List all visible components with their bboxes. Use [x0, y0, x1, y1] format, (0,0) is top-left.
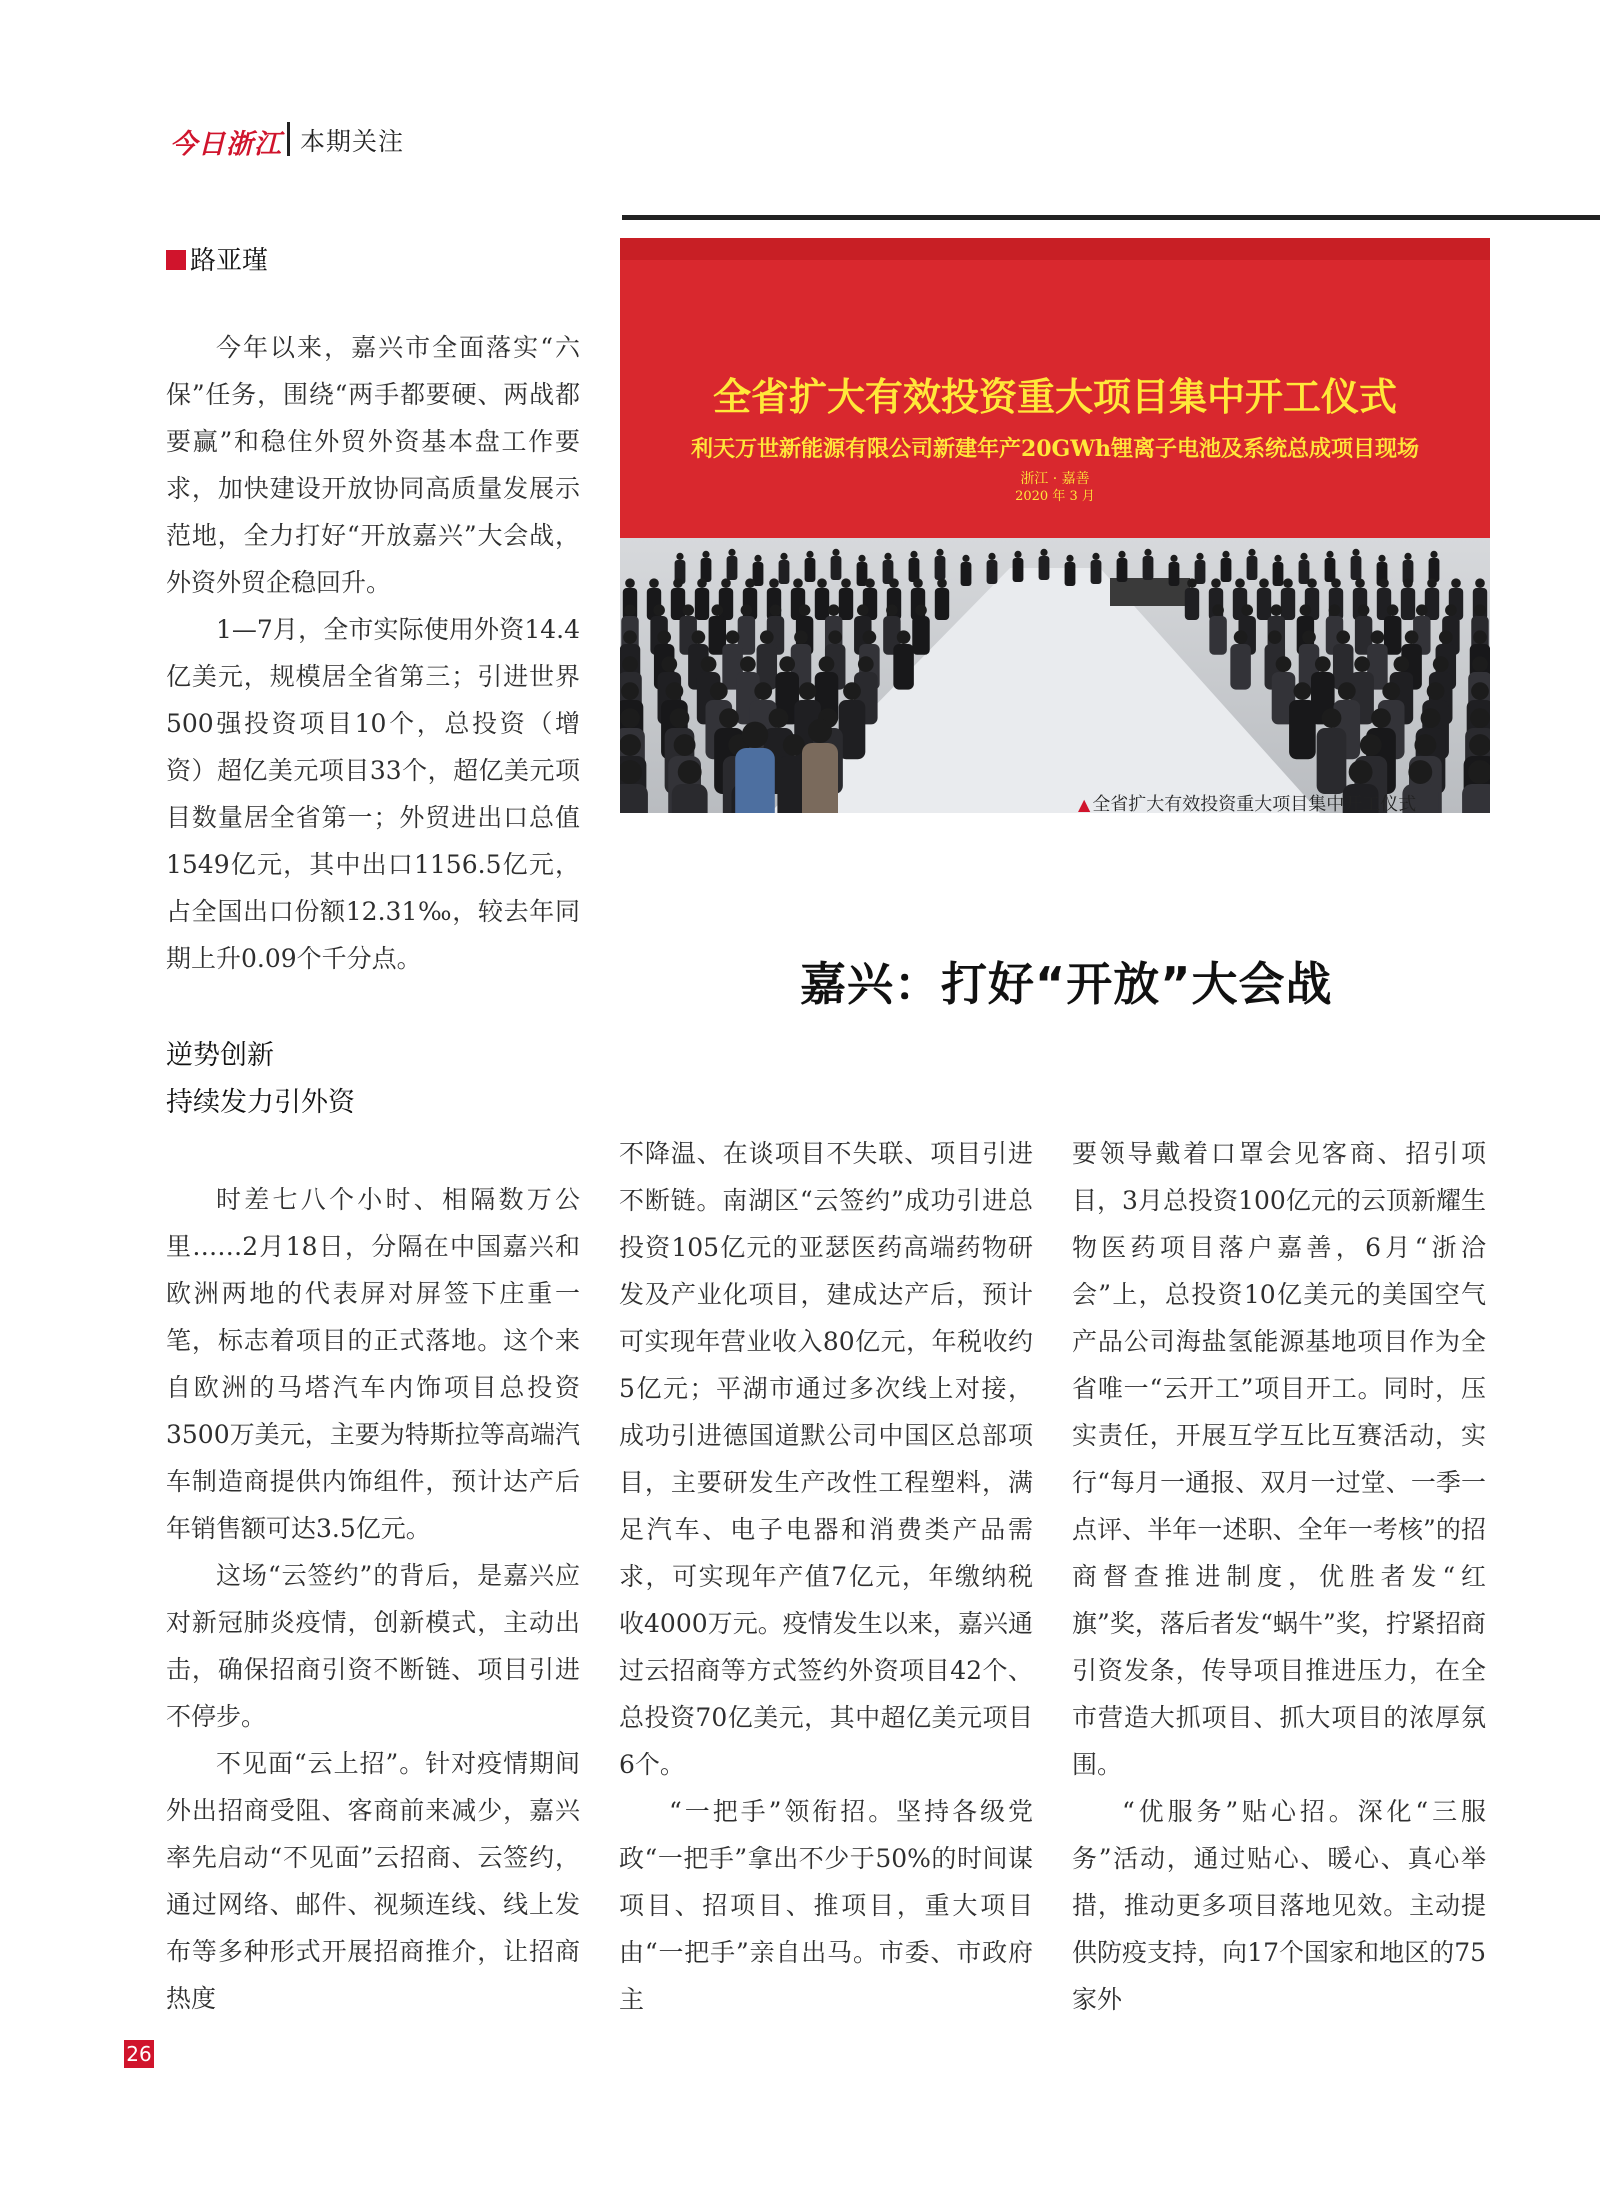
author-byline: [166, 240, 268, 277]
banner-title: 全省扩大有效投资重大项目集中开工仪式: [712, 375, 1398, 419]
ceremony-photo: [620, 238, 1490, 813]
paragraph: 这场“云签约”的背后，是嘉兴应对新冠肺炎疫情，创新模式，主动出击，确保招商引资不断链、项目引进不停步。: [166, 1561, 580, 1731]
body-column-right: [1072, 1130, 1486, 2023]
body-column-middle: [619, 1130, 1033, 2023]
caption-triangle-icon: ▲: [1078, 795, 1091, 814]
paragraph-continued: 要领导戴着口罩会见客商、招引项目，3月总投资100亿元的云顶新耀生物医药项目落户嘉善，6月“浙洽会”上，总投资10亿美元的美国空气产品公司海盐氢能源基地项目作为全省唯一“云开工”项目开工。同时，压实责任，开展互学互比互赛活动，实行“每月一通报、双月一过堂、一季一点评、半年一述职、全年一考核”的招商督查推进制度，优胜者发“红旗”奖，落后者发“蜗牛”奖，拧紧招商引资发条，传导项目推进压力，在全市营造大抓项目、抓大项目的浓厚氛围。: [1072, 1139, 1486, 1779]
paragraph: “优服务”贴心招。深化“三服务”活动，通过贴心、暖心、真心举措，推动更多项目落地见效。主动提供防疫支持，向17个国家和地区的75家外: [1072, 1797, 1486, 2014]
intro-column: [166, 324, 580, 982]
masthead-logo: 今日浙江: [170, 129, 282, 160]
section-title: 本期关注: [300, 127, 405, 156]
paragraph-continued: 不降温、在谈项目不失联、项目引进不断链。南湖区“云签约”成功引进总投资105亿元的亚瑟医药高端药物研发及产业化项目，建成达产后，预计可实现年营业收入80亿元，年税收约5亿元；平湖市通过多次线上对接，成功引进德国道默公司中国区总部项目，主要研发生产改性工程塑料，满足汽车、电子电器和消费类产品需求，可实现年产值7亿元，年缴纳税收4000万元。疫情发生以来，嘉兴通过云招商等方式签约外资项目42个、总投资70亿美元，其中超亿美元项目6个。: [619, 1139, 1033, 1779]
banner-subtitle: 利天万世新能源有限公司新建年产20GWh锂离子电池及系统总成项目现场: [690, 436, 1420, 462]
paragraph: 不见面“云上招”。针对疫情期间外出招商受阻、客商前来减少，嘉兴率先启动“不见面”云招商、云签约，通过网络、邮件、视频连线、线上发布等多种形式开展招商推介，让招商热度: [166, 1749, 580, 2013]
top-rule: [622, 215, 1600, 220]
byline-square-icon: [166, 250, 186, 270]
subheading-line-2: 持续发力引外资: [166, 1087, 355, 1118]
author-name: 路亚瑾: [190, 246, 269, 276]
paragraph: 今年以来，嘉兴市全面落实“六保”任务，围绕“两手都要硬、两战都要赢”和稳住外贸外资基本盘工作要求，加快建设开放协同高质量发展示范地，全力打好“开放嘉兴”大会战，外资外贸企稳回升。: [166, 333, 580, 597]
article-headline: 嘉兴：打好“开放”大会战: [800, 957, 1333, 1011]
caption-text: 全省扩大有效投资重大项目集中开工仪式: [1092, 794, 1417, 815]
banner-date: 2020 年 3 月: [1015, 489, 1095, 504]
subheading-line-1: 逆势创新: [166, 1040, 274, 1071]
paragraph: “一把手”领衔招。坚持各级党政“一把手”拿出不少于50%的时间谋项目、招项目、推项目，重大项目由“一把手”亲自出马。市委、市政府主: [619, 1797, 1033, 2014]
paragraph: 时差七八个小时、相隔数万公里……2月18日，分隔在中国嘉兴和欧洲两地的代表屏对屏签下庄重一笔，标志着项目的正式落地。这个来自欧洲的马塔汽车内饰项目总投资3500万美元，主要为特斯拉等高端汽车制造商提供内饰组件，预计达产后年销售额可达3.5亿元。: [166, 1185, 580, 1543]
ceremony-illustration: [620, 238, 1490, 813]
body-column-left: [166, 1176, 580, 2022]
page-number: 26: [124, 2040, 154, 2068]
masthead-divider: [287, 122, 290, 156]
paragraph: 1—7月，全市实际使用外资14.4亿美元，规模居全省第三；引进世界500强投资项目10个，总投资（增资）超亿美元项目33个，超亿美元项目数量居全省第一；外贸进出口总值1549亿元，其中出口1156.5亿元，占全国出口份额12.31‰，较去年同期上升0.09个千分点。: [166, 615, 580, 973]
photo-caption: [1078, 790, 1416, 816]
banner-location: 浙江 · 嘉善: [1020, 471, 1090, 487]
section-subheading: [166, 1032, 355, 1126]
